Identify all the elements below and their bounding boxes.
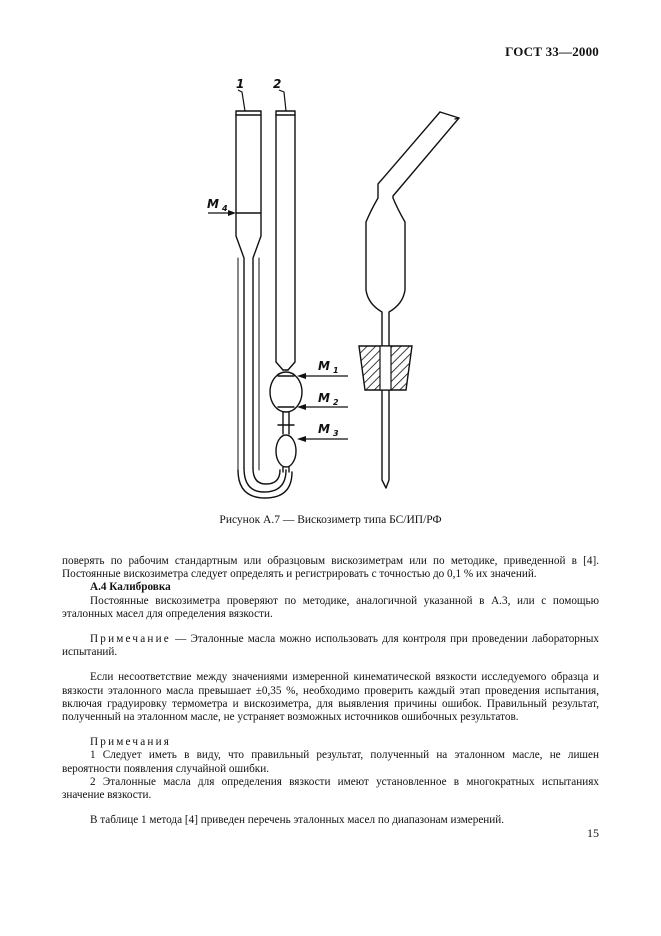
note-1 (62, 633, 599, 659)
paragraph-3: Если несоответствие между значениями измеренной кинематической вязкости исследуемого образца и вязкости эталонного масла превышает ±0,35 %, необходимо проверить каждый этап проведения испытания, включая градуировку термометра и вискозиметра, для выявления причины ошибок. Правильный результат, полученный на эталонном масле, не устраняет возможных источников ошибочных результатов. (62, 671, 599, 724)
right-viscometer (366, 112, 459, 488)
label-m3: M (318, 422, 330, 436)
measuring-bulb (270, 372, 302, 412)
label-tube-2: 2 (273, 77, 282, 91)
document-header: ГОСТ 33—2000 (505, 44, 599, 59)
paragraph-2: Постоянные вискозиметра проверяют по методике, аналогичной указанной в А.3, или с помощью эталонных масел для определения вязкости. (62, 594, 599, 620)
tube-2 (270, 111, 302, 472)
lower-bulb (276, 435, 296, 467)
note-1-label: Примечание (90, 633, 171, 646)
paragraph-4: В таблице 1 метода [4] приведен перечень эталонных масел по диапазонам измерений. (90, 814, 505, 827)
section-title: А.4 Калибровка (90, 581, 171, 594)
label-m2-sub: 2 (333, 398, 339, 407)
label-m4-sub: 4 (222, 204, 228, 213)
label-m2: M (318, 391, 330, 405)
label-tube-1: 1 (236, 77, 245, 91)
label-m1: M (318, 359, 330, 373)
figure-caption: Рисунок А.7 — Вискозиметр типа БС/ИП/РФ (219, 514, 442, 526)
label-m4: M (207, 197, 219, 211)
document-body (62, 555, 599, 827)
paragraph-1: поверять по рабочим стандартным или образцовым вискозиметрам или по методике, приведенной в [4]. Постоянные вискозиметра следует определять и регистрировать с точностью до 0,1 % их значений. (62, 555, 599, 581)
note-b: 2 Эталонные масла для определения вязкости имеют установленное в многократных испытаниях значение вязкости. (62, 775, 599, 802)
tube-1 (236, 111, 261, 468)
page-number: 15 (587, 826, 599, 840)
label-m3-sub: 3 (333, 429, 339, 438)
notes-heading (62, 736, 599, 749)
notes-label: Примечания (90, 736, 172, 749)
note-a: 1 Следует иметь в виду, что правильный результат, полученный на эталонном масле, не лишен вероятности появления случайной ошибки. (62, 749, 599, 775)
label-m1-sub: 1 (333, 366, 339, 375)
note-1-text: — Эталонные масла можно использовать для контроля при проведении лабораторных испытаний. (62, 633, 599, 659)
